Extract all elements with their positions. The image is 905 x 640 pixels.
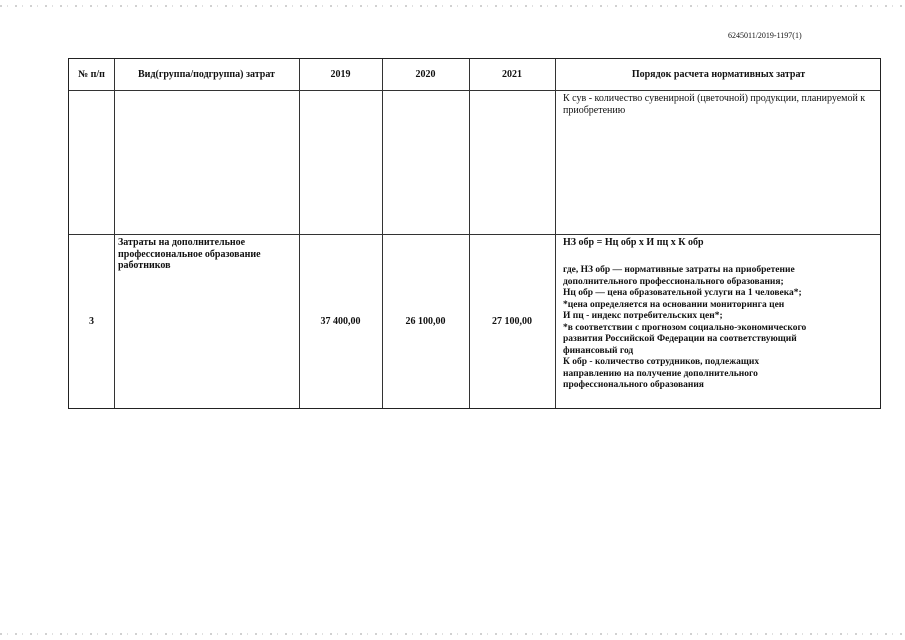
method-line: дополнительного профессионального образования;	[563, 276, 784, 287]
row1-method: К сув - количество сувенирной (цветочной) продукции, планируемой к приобретению	[563, 93, 866, 116]
method-line: *цена определяется на основании мониторинга цен	[563, 299, 785, 310]
header-type: Вид(группа/подгруппа) затрат	[138, 68, 275, 80]
row2-formula: НЗ обр = Нц обр х И пц х К обр	[563, 237, 704, 248]
row-divider	[69, 234, 880, 235]
method-line: где, НЗ обр — нормативные затраты на приобретение	[563, 265, 795, 275]
method-line: *в соответствии с прогнозом социально-экономического	[563, 322, 807, 333]
method-line: направлению на получение дополнительного	[563, 368, 758, 379]
method-line: финансовый год	[563, 345, 634, 356]
row2-2020: 26 100,00	[405, 316, 446, 327]
header-num: № п/п	[78, 68, 105, 80]
header-2020: 2020	[415, 68, 436, 80]
row2-method	[563, 265, 879, 392]
row2-2021: 27 100,00	[492, 316, 532, 327]
method-line: К обр - количество сотрудников, подлежащих	[563, 357, 760, 367]
scan-noise-top	[0, 5, 905, 7]
row2-type: Затраты на дополнительное профессиональное образование работников	[118, 237, 261, 271]
cost-table	[68, 58, 881, 409]
row2-2019: 37 400,00	[320, 316, 361, 327]
header-2021: 2021	[502, 68, 522, 80]
document-number: 6245011/2019-1197(1)	[728, 31, 802, 40]
scan-noise-bottom	[0, 633, 905, 635]
method-line: профессионального образования	[563, 380, 704, 390]
header-2019: 2019	[330, 68, 351, 80]
row2-num: 3	[89, 316, 94, 327]
method-line: И пц - индекс потребительских цен*;	[563, 311, 723, 321]
method-line: развития Российской Федерации на соответствующий	[563, 334, 797, 344]
header-divider	[69, 90, 880, 91]
method-line: Нц обр — цена образовательной услуги на 1 человека*;	[563, 288, 802, 298]
header-method: Порядок расчета нормативных затрат	[631, 68, 806, 80]
